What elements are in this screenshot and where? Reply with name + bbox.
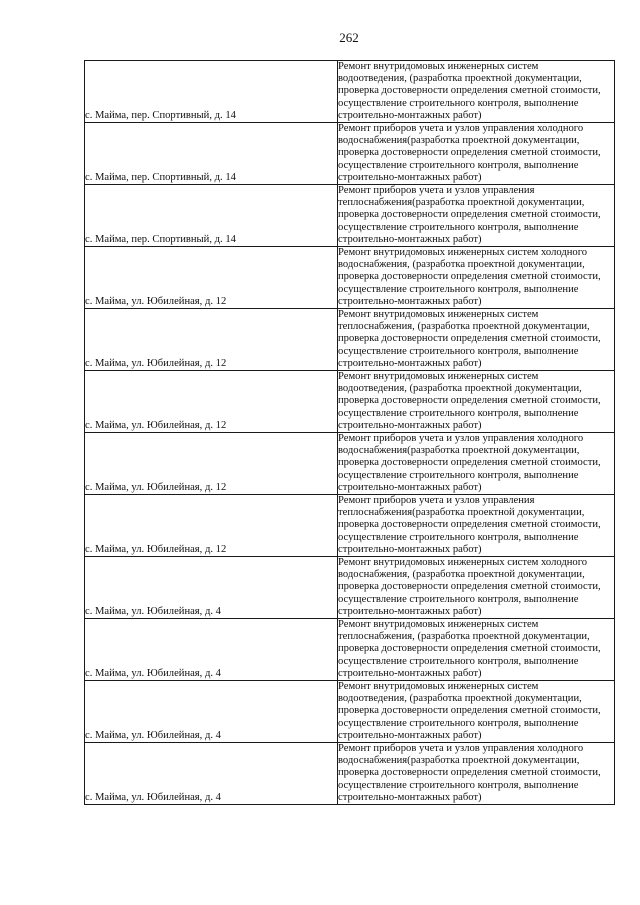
work-description-line: строительно-монтажных работ) <box>338 109 482 121</box>
work-description-line: строительно-монтажных работ) <box>338 543 482 555</box>
work-description-line: осуществление строительного контроля, выполнение <box>338 531 579 543</box>
work-description-cell <box>338 247 615 309</box>
work-description-line: Ремонт внутридомовых инженерных систем <box>338 371 539 382</box>
work-description-cell <box>338 743 615 805</box>
table-row <box>85 557 615 619</box>
work-description-line: Ремонт внутридомовых инженерных систем <box>338 681 539 692</box>
table-row <box>85 185 615 247</box>
work-description-line: водоснабжения, (разработка проектной документации, <box>338 259 585 271</box>
work-description-line: осуществление строительного контроля, выполнение <box>338 283 579 295</box>
work-description-line: проверка достоверности определения сметной стоимости, <box>338 457 601 469</box>
work-description-cell <box>338 61 615 123</box>
work-description-line: проверка достоверности определения сметной стоимости, <box>338 85 601 97</box>
work-description-line: Ремонт приборов учета и узлов управления холодного <box>338 123 584 134</box>
work-description-line: водоотведения, (разработка проектной документации, <box>338 693 582 705</box>
work-description-line: осуществление строительного контроля, выполнение <box>338 717 579 729</box>
work-description-line: проверка достоверности определения сметной стоимости, <box>338 581 601 593</box>
address-cell <box>85 743 338 805</box>
work-description-line: Ремонт приборов учета и узлов управления <box>338 185 535 196</box>
work-description-cell <box>338 681 615 743</box>
work-description-line: проверка достоверности определения сметной стоимости, <box>338 147 601 159</box>
work-description-line: проверка достоверности определения сметной стоимости, <box>338 767 601 779</box>
address-cell <box>85 61 338 123</box>
work-description-line: строительно-монтажных работ) <box>338 667 482 679</box>
work-description-line: строительно-монтажных работ) <box>338 791 482 803</box>
address-text: с. Майма, ул. Юбилейная, д. 12 <box>85 543 227 555</box>
address-text: с. Майма, ул. Юбилейная, д. 4 <box>85 791 221 803</box>
address-text: с. Майма, ул. Юбилейная, д. 4 <box>85 605 221 617</box>
table-row <box>85 495 615 557</box>
work-description-line: теплоснабжения, (разработка проектной документации, <box>338 631 590 643</box>
table-row <box>85 743 615 805</box>
address-cell <box>85 557 338 619</box>
work-description-cell <box>338 433 615 495</box>
work-description-cell <box>338 557 615 619</box>
work-description-line: строительно-монтажных работ) <box>338 729 482 741</box>
address-text: с. Майма, ул. Юбилейная, д. 12 <box>85 419 227 431</box>
work-description-line: строительно-монтажных работ) <box>338 171 482 183</box>
work-description-line: осуществление строительного контроля, выполнение <box>338 779 579 791</box>
address-text: с. Майма, пер. Спортивный, д. 14 <box>85 171 236 183</box>
work-description-line: Ремонт внутридомовых инженерных систем <box>338 619 539 630</box>
work-description-line: проверка достоверности определения сметной стоимости, <box>338 395 601 407</box>
page-number: 262 <box>339 30 359 45</box>
work-description-line: осуществление строительного контроля, выполнение <box>338 593 579 605</box>
work-description-line: Ремонт внутридомовых инженерных систем холодного <box>338 557 588 568</box>
table-row <box>85 247 615 309</box>
work-description-line: строительно-монтажных работ) <box>338 233 482 245</box>
work-description-line: осуществление строительного контроля, выполнение <box>338 469 579 481</box>
work-description-line: Ремонт приборов учета и узлов управления холодного <box>338 743 584 754</box>
work-description-line: проверка достоверности определения сметной стоимости, <box>338 209 601 221</box>
address-cell <box>85 433 338 495</box>
work-description-line: строительно-монтажных работ) <box>338 419 482 431</box>
table-row <box>85 619 615 681</box>
work-description-line: водоотведения, (разработка проектной документации, <box>338 73 582 85</box>
work-description-cell <box>338 495 615 557</box>
work-description-line: проверка достоверности определения сметной стоимости, <box>338 271 601 283</box>
table-row <box>85 433 615 495</box>
work-description-line: Ремонт приборов учета и узлов управления <box>338 495 535 506</box>
work-description-line: водоснабжения, (разработка проектной документации, <box>338 569 585 581</box>
work-description-line: строительно-монтажных работ) <box>338 605 482 617</box>
work-description-line: проверка достоверности определения сметной стоимости, <box>338 333 601 345</box>
table-row <box>85 309 615 371</box>
table-row <box>85 61 615 123</box>
work-description-line: проверка достоверности определения сметной стоимости, <box>338 705 601 717</box>
address-cell <box>85 185 338 247</box>
work-description-line: осуществление строительного контроля, выполнение <box>338 221 579 233</box>
address-cell <box>85 619 338 681</box>
table-row <box>85 681 615 743</box>
works-table <box>84 60 615 805</box>
work-description-cell <box>338 185 615 247</box>
work-description-cell <box>338 371 615 433</box>
work-description-line: строительно-монтажных работ) <box>338 357 482 369</box>
work-description-line: Ремонт внутридомовых инженерных систем холодного <box>338 247 588 258</box>
work-description-line: осуществление строительного контроля, выполнение <box>338 655 579 667</box>
work-description-line: проверка достоверности определения сметной стоимости, <box>338 519 601 531</box>
work-description-cell <box>338 123 615 185</box>
address-text: с. Майма, пер. Спортивный, д. 14 <box>85 233 236 245</box>
work-description-cell <box>338 309 615 371</box>
work-description-line: проверка достоверности определения сметной стоимости, <box>338 643 601 655</box>
work-description-line: осуществление строительного контроля, выполнение <box>338 97 579 109</box>
address-text: с. Майма, пер. Спортивный, д. 14 <box>85 109 236 121</box>
table-row <box>85 371 615 433</box>
work-description-line: осуществление строительного контроля, выполнение <box>338 407 579 419</box>
work-description-line: теплоснабжения(разработка проектной документации, <box>338 197 585 209</box>
address-text: с. Майма, ул. Юбилейная, д. 12 <box>85 295 227 307</box>
work-description-line: водоснабжения(разработка проектной документации, <box>338 135 580 147</box>
address-cell <box>85 371 338 433</box>
work-description-line: осуществление строительного контроля, выполнение <box>338 159 579 171</box>
address-text: с. Майма, ул. Юбилейная, д. 4 <box>85 729 221 741</box>
work-description-line: Ремонт внутридомовых инженерных систем <box>338 309 539 320</box>
work-description-line: водоснабжения(разработка проектной документации, <box>338 445 580 457</box>
address-cell <box>85 681 338 743</box>
work-description-line: теплоснабжения(разработка проектной документации, <box>338 507 585 519</box>
work-description-line: строительно-монтажных работ) <box>338 295 482 307</box>
work-description-line: водоснабжения(разработка проектной документации, <box>338 755 580 767</box>
address-cell <box>85 495 338 557</box>
address-cell <box>85 247 338 309</box>
work-description-line: осуществление строительного контроля, выполнение <box>338 345 579 357</box>
work-description-line: водоотведения, (разработка проектной документации, <box>338 383 582 395</box>
work-description-line: Ремонт приборов учета и узлов управления холодного <box>338 433 584 444</box>
address-text: с. Майма, ул. Юбилейная, д. 12 <box>85 481 227 493</box>
work-description-cell <box>338 619 615 681</box>
work-description-line: строительно-монтажных работ) <box>338 481 482 493</box>
address-cell <box>85 123 338 185</box>
address-cell <box>85 309 338 371</box>
address-text: с. Майма, ул. Юбилейная, д. 4 <box>85 667 221 679</box>
work-description-line: Ремонт внутридомовых инженерных систем <box>338 61 539 72</box>
work-description-line: теплоснабжения, (разработка проектной документации, <box>338 321 590 333</box>
address-text: с. Майма, ул. Юбилейная, д. 12 <box>85 357 227 369</box>
table-row <box>85 123 615 185</box>
